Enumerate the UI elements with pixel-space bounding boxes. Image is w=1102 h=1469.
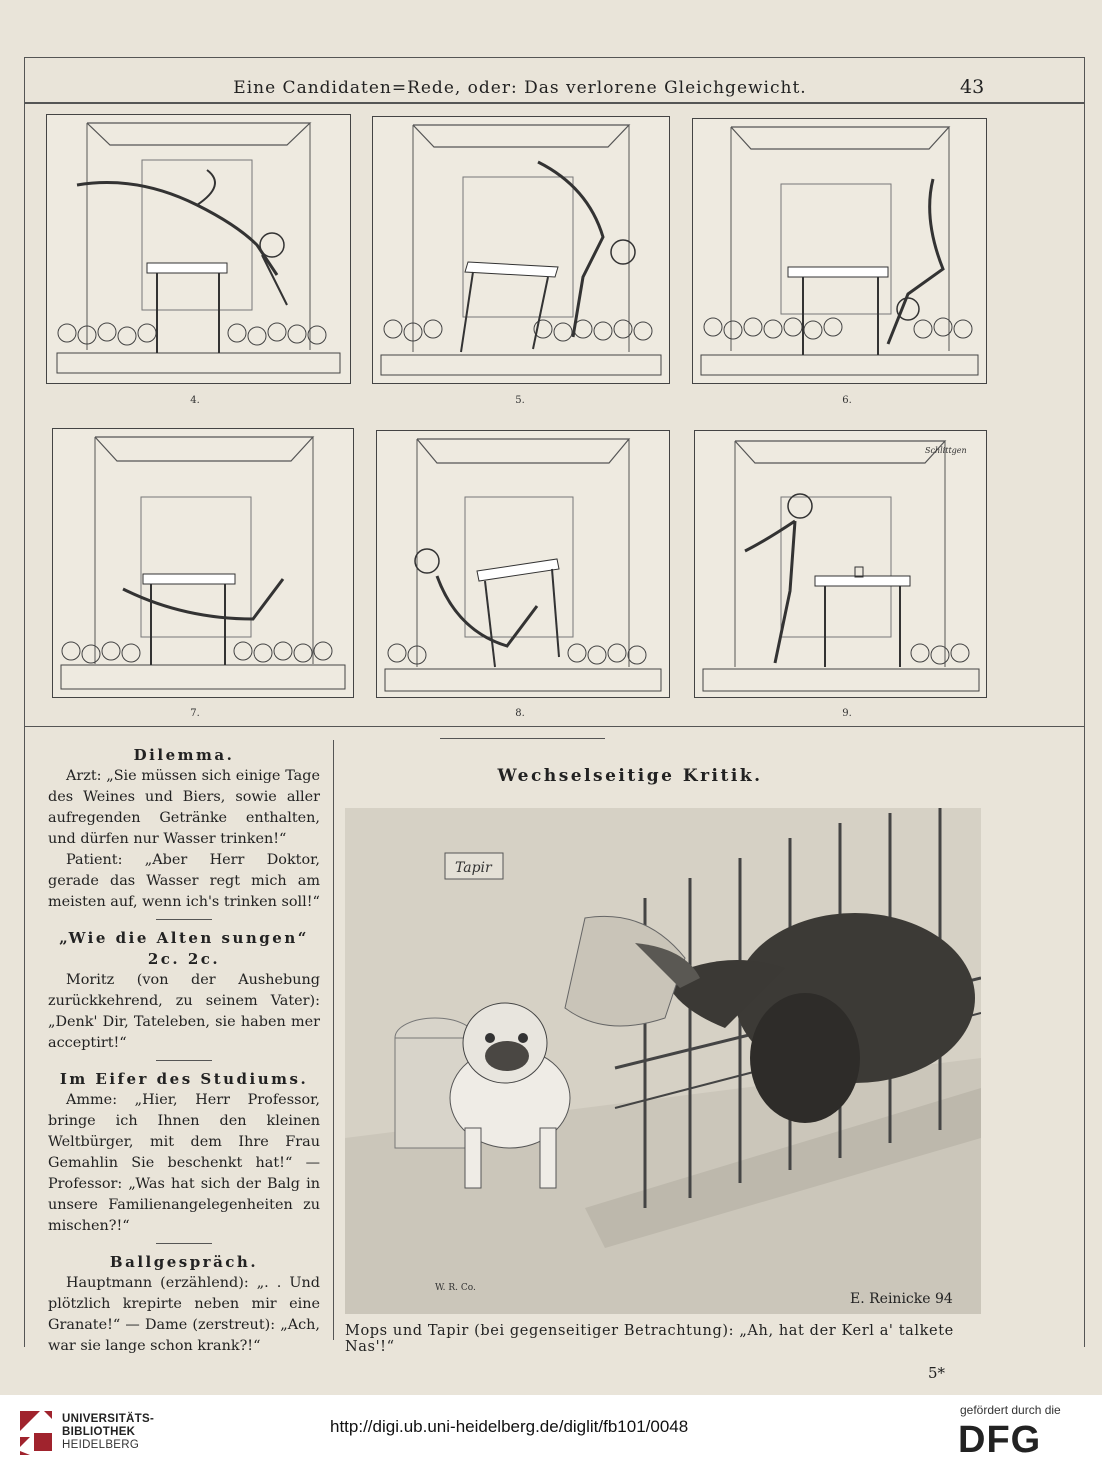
ballgespraech-title: Ballgespräch. bbox=[109, 1253, 259, 1271]
panel-9-artist-signature: Schlittgen bbox=[925, 446, 967, 455]
column-short-rule bbox=[156, 1060, 212, 1061]
dilemma-title: Dilemma. bbox=[133, 746, 235, 764]
comic-panel-7 bbox=[52, 428, 354, 698]
comic-panel-6 bbox=[692, 118, 987, 384]
column-divider bbox=[333, 740, 334, 1340]
panel-number-6: 6. bbox=[842, 395, 852, 406]
tapir-sign-label: Tapir bbox=[455, 860, 492, 876]
speaker-jumping-over-lectern-drawing bbox=[47, 115, 350, 383]
dilemma-paragraph-2: Patient: „Aber Herr Doktor, gerade das Wasser regt mich am meisten auf, wenn ich's trinken soll!“ bbox=[48, 852, 320, 910]
speaker-upside-down-drawing bbox=[693, 119, 986, 383]
comic-panel-9 bbox=[694, 430, 987, 698]
right-border-rule bbox=[1084, 57, 1085, 1347]
dilemma-paragraph-1: Arzt: „Sie müssen sich einige Tage des Weines und Biers, sowie aller aufregenden Getränke enthalten, und dürfen nur Wasser trinken!“ bbox=[48, 768, 320, 847]
top-border-rule bbox=[24, 57, 1084, 58]
panel-number-9: 9. bbox=[842, 708, 852, 719]
section-separator bbox=[24, 726, 1084, 727]
panel-number-5: 5. bbox=[515, 395, 525, 406]
library-name bbox=[62, 1413, 154, 1452]
column-short-rule bbox=[156, 919, 212, 920]
panel-number-7: 7. bbox=[190, 708, 200, 719]
eifer-des-studiums-paragraph: Amme: „Hier, Herr Professor, bringe ich Ihnen den kleinen Weltbürger, mit dem Ihre Frau Gemahlin Sie beschenkt hat!“ — Professor: „Was hat sich der Balg in unsere Familienangelegenheiten zu mischen?!“ bbox=[48, 1092, 320, 1234]
eifer-des-studiums-title: Im Eifer des Studiums. bbox=[59, 1070, 309, 1088]
comic-panel-4 bbox=[46, 114, 351, 384]
ballgespraech-paragraph: Hauptmann (erzählend): „. . Und plötzlich krepirte neben mir eine Granate!“ — Dame (zerstreut): „Ach, war sie lange schon krank?!“ bbox=[48, 1275, 320, 1354]
sheet-signature-mark: 5* bbox=[928, 1364, 946, 1382]
bulldog-tapir-drawing bbox=[345, 808, 981, 1314]
library-name-line-1: UNIVERSITÄTS- bbox=[62, 1413, 155, 1425]
dfg-logo: DFG bbox=[958, 1419, 1042, 1461]
lectern-tipping-drawing bbox=[373, 117, 669, 383]
document-url-link[interactable]: http://digi.ub.uni-heidelberg.de/diglit/fb101/0048 bbox=[330, 1417, 689, 1436]
digitization-footer bbox=[0, 1395, 1102, 1469]
university-library-logo bbox=[16, 1407, 56, 1459]
title-short-rule bbox=[440, 738, 605, 739]
header-underline bbox=[24, 102, 1084, 104]
comic-panel-8 bbox=[376, 430, 670, 698]
wie-die-alten-paragraph: Moritz (von der Aushebung zurückkehrend, zu seinem Vater): „Denk' Dir, Tateleben, sie haben mer acceptirt!“ bbox=[48, 972, 320, 1051]
illustration-title: Wechselseitige Kritik. bbox=[497, 766, 763, 786]
left-text-column bbox=[48, 745, 320, 1357]
engraver-mark: W. R. Co. bbox=[435, 1283, 476, 1293]
library-name-line-3: HEIDELBERG bbox=[62, 1439, 140, 1451]
bulldog-and-tapir-illustration bbox=[345, 808, 981, 1314]
left-border-rule bbox=[24, 57, 25, 1347]
ub-logo-icon bbox=[16, 1407, 56, 1459]
artist-signature: E. Reinicke 94 bbox=[850, 1291, 953, 1307]
speaker-under-lectern-drawing bbox=[53, 429, 353, 697]
speaker-falling-backwards-drawing bbox=[377, 431, 669, 697]
page-number: 43 bbox=[960, 76, 985, 98]
funding-note: gefördert durch die bbox=[960, 1403, 1061, 1417]
speaker-recovered-drinking-drawing bbox=[695, 431, 986, 697]
column-short-rule bbox=[156, 1243, 212, 1244]
page-header-title: Eine Candidaten=Rede, oder: Das verlorene Gleichgewicht. bbox=[233, 78, 807, 98]
library-name-line-2: BIBLIOTHEK bbox=[62, 1426, 136, 1438]
comic-panel-5 bbox=[372, 116, 670, 384]
panel-number-4: 4. bbox=[190, 395, 200, 406]
wie-die-alten-title: „Wie die Alten sungen“ 2c. 2c. bbox=[59, 929, 309, 968]
illustration-caption: Mops und Tapir (bei gegenseitiger Betrachtung): „Ah, hat der Kerl a' talkete Nas'!“ bbox=[345, 1323, 954, 1355]
panel-number-8: 8. bbox=[515, 708, 525, 719]
